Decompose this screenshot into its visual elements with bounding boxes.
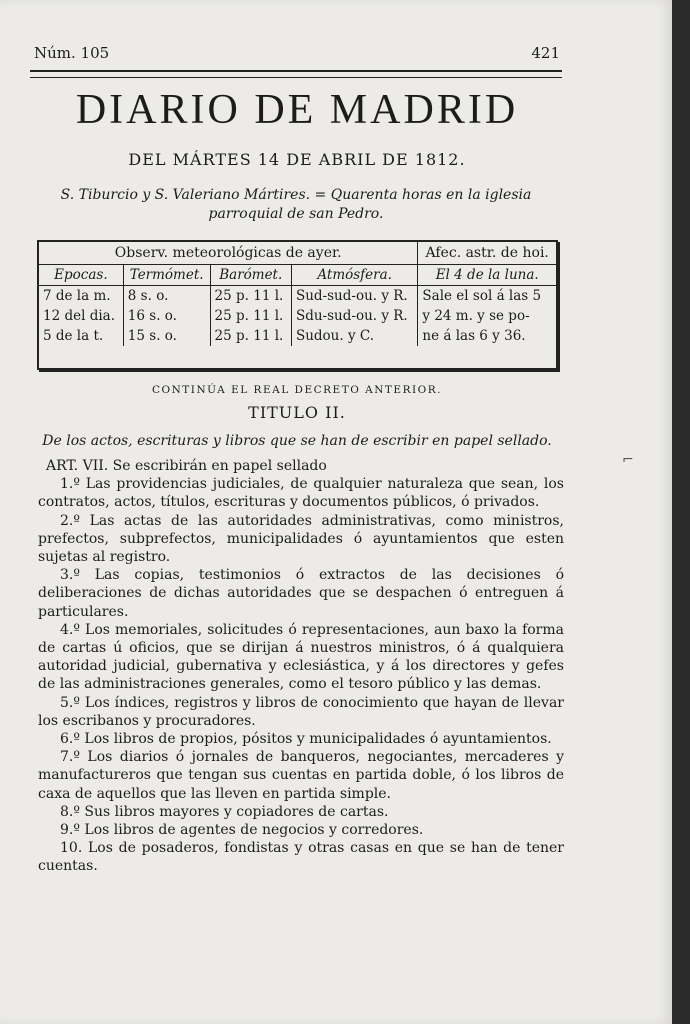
cell-termometro: 15 s. o. xyxy=(123,326,210,346)
astro-title: Afec. astr. de hoi. xyxy=(418,242,556,265)
cell-atmosfera: Sud-sud-ou. y R. xyxy=(291,286,417,307)
dateline: DEL MÁRTES 14 DE ABRIL DE 1812. xyxy=(128,150,466,169)
section-subtitle: De los actos, escrituras y libros que se han de escribir en papel sellado. xyxy=(42,433,552,449)
article-item: 4.º Los memoriales, solicitudes ó representaciones, aun baxo la forma de cartas ú oficios, que se dirijan á nuestros ministros, ó á qualquiera autoridad judicial, gubernativa y eclesiástica, y á los directores y gefes de las administraciones generales, como el tesoro público y las demas. xyxy=(38,621,564,693)
cell-epoca: 12 del dia. xyxy=(39,306,123,326)
weather-title: Observ. meteorológicas de ayer. xyxy=(39,242,418,265)
header-row xyxy=(34,44,560,66)
col-epocas: Epocas. xyxy=(39,265,123,286)
decree-body xyxy=(38,457,564,876)
col-astro: El 4 de la luna. xyxy=(418,265,556,286)
masthead-title: DIARIO DE MADRID xyxy=(75,87,519,133)
cell-atmosfera: Sdu-sud-ou. y R. xyxy=(291,306,417,326)
article-item: 8.º Sus libros mayores y copiadores de cartas. xyxy=(60,803,389,820)
cell-astro: y 24 m. y se po- xyxy=(422,308,530,324)
article-item: 6.º Los libros de propios, pósitos y municipalidades ó ayuntamientos. xyxy=(60,731,552,748)
header-rule xyxy=(30,70,562,78)
col-atmosfera: Atmósfera. xyxy=(291,265,417,286)
ink-mark: ⌐ xyxy=(622,452,634,468)
saints-notice: S. Tiburcio y S. Valeriano Mártires. = Quarenta horas en la iglesia parroquial de san Pedro. xyxy=(60,187,532,222)
weather-table-box xyxy=(37,240,558,370)
article-item: 2.º Las actas de las autoridades administrativas, como ministros, prefectos, subprefectos, municipalidades ó ayuntamientos que esten sujetas al registro. xyxy=(38,512,564,566)
article-item: 9.º Los libros de agentes de negocios y corredores. xyxy=(60,822,424,839)
weather-row xyxy=(39,306,556,326)
cell-barometro: 25 p. 11 l. xyxy=(210,326,291,346)
cell-barometro: 25 p. 11 l. xyxy=(210,306,291,326)
section-continuation: CONTINÚA EL REAL DECRETO ANTERIOR. xyxy=(151,384,443,396)
cell-termometro: 8 s. o. xyxy=(123,286,210,307)
article-item: 1.º Las providencias judiciales, de qualquier naturaleza que sean, los contratos, actos, títulos, escrituras y documentos públicos, ó privados. xyxy=(38,476,564,511)
cell-epoca: 5 de la t. xyxy=(39,326,123,346)
article-item: 7.º Los diarios ó jornales de banqueros, negociantes, mercaderes y manufactureros que tengan sus cuentas en partida doble, ó los libros de caxa de aquellos que las lleven en partida simple. xyxy=(38,749,564,802)
article-item: 10. Los de posaderos, fondistas y otras casas en que se han de tener cuentas. xyxy=(38,840,564,875)
cell-astro: ne á las 6 y 36. xyxy=(422,328,526,344)
issue-number: Núm. 105 xyxy=(34,44,110,62)
weather-columns-row xyxy=(39,265,556,286)
weather-row xyxy=(39,286,556,307)
col-termometro: Termómet. xyxy=(123,265,210,286)
weather-table xyxy=(39,242,556,346)
cell-astro: Sale el sol á las 5 xyxy=(422,288,542,304)
cell-termometro: 16 s. o. xyxy=(123,306,210,326)
section-title: TITULO II. xyxy=(248,403,346,422)
cell-atmosfera: Sudou. y C. xyxy=(291,326,417,346)
col-barometro: Barómet. xyxy=(210,265,291,286)
weather-header-row xyxy=(39,242,556,265)
cell-barometro: 25 p. 11 l. xyxy=(210,286,291,307)
article-item: 3.º Las copias, testimonios ó extractos de las decisiones ó deliberaciones de dichas autoridades que se despachen ó entreguen á particulares. xyxy=(38,567,564,620)
page-number: 421 xyxy=(531,44,560,62)
weather-row xyxy=(39,326,556,346)
cell-epoca: 7 de la m. xyxy=(39,286,123,307)
article-item: 5.º Los índices, registros y libros de conocimiento que hayan de llevar los escribanos y procuradores. xyxy=(38,694,564,729)
article-heading: ART. VII. Se escribirán en papel sellado xyxy=(46,458,327,474)
